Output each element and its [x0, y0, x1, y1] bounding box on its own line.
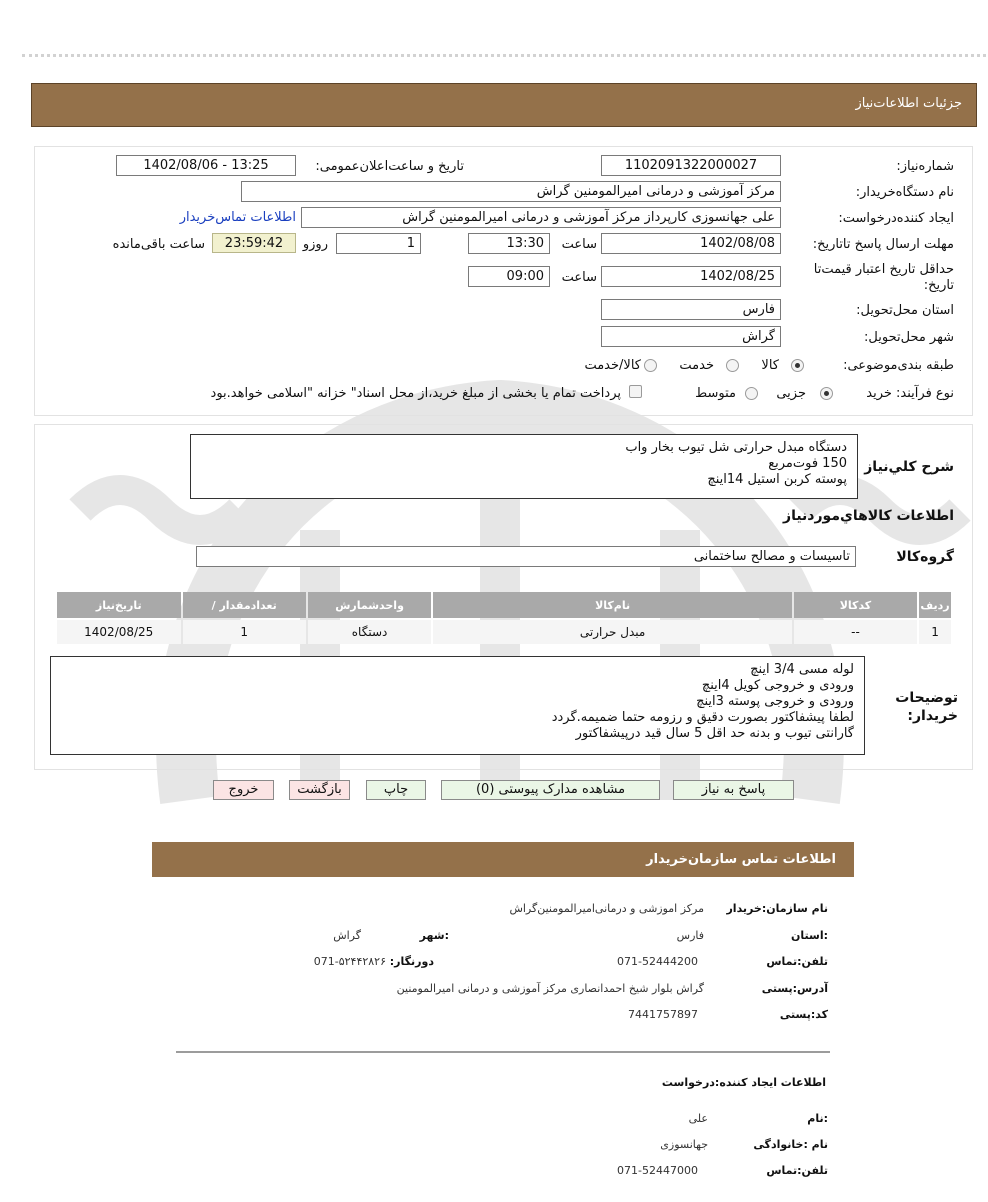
category-radio-service[interactable] — [726, 359, 739, 372]
remaining-label: ساعت باقی‌مانده — [112, 237, 205, 252]
goods-group-field: تاسیسات و مصالح ساختمانی — [196, 546, 856, 567]
col-need-date: تاریخ‌نیاز — [57, 592, 181, 618]
deadline-label: مهلت ارسال پاسخ تا‌تاریخ: — [812, 237, 954, 252]
process-radio-minor[interactable] — [820, 387, 833, 400]
goods-group-label: گروه‌کالا — [896, 549, 954, 565]
process-label: نوع فرآیند: خرید — [866, 386, 954, 401]
col-unit: واحدشمارش — [308, 592, 431, 618]
treasury-payment-note: پرداخت تمام یا بخشی از مبلغ خرید،از محل اسناد" خزانه "اسلامی خواهد.بود — [210, 386, 621, 401]
page-title: جزئیات اطلاعات‌نیاز — [855, 96, 962, 111]
validity-label-1: حداقل تاریخ اعتبار قیمت‌تا — [813, 262, 954, 277]
cell-need-date: 1402/08/25 — [57, 620, 181, 644]
contact-phone-value: 071-52444200 — [617, 955, 698, 968]
note-line: لطفا پیشفاکتور بصورت دقیق و رزومه حتما ضمیمه.گردد — [551, 710, 854, 725]
category-radio-goods[interactable] — [791, 359, 804, 372]
category-option-service: خدمت — [679, 358, 714, 373]
contact-city-label: :شهر — [419, 929, 449, 942]
need-number-field: 1102091322000027 — [601, 155, 781, 176]
cell-goods-code: -- — [794, 620, 917, 644]
creator-info-title: اطلاعات ایجاد کننده:درخواست — [661, 1076, 826, 1089]
cell-row-number: 1 — [919, 620, 951, 644]
announce-label: تاریخ و ساعت‌اعلان‌عمومی: — [315, 159, 464, 174]
buyer-notes-label-2: خریدار: — [907, 708, 958, 724]
contact-postal-value: 7441757897 — [628, 1008, 698, 1021]
remaining-timer: 23:59:42 — [212, 233, 296, 253]
top-divider — [22, 54, 986, 57]
buyer-contact-title: اطلاعات تماس سازمان‌خریدار — [646, 852, 836, 867]
col-goods-code: کدکالا — [794, 592, 917, 618]
contact-province-value: فارس — [676, 929, 704, 942]
creator-name-label: :نام — [807, 1112, 828, 1125]
creator-name-value: علی — [688, 1112, 708, 1125]
table-row — [57, 620, 951, 644]
contact-address-value: گراش بلوار شیخ احمدانصاری مرکز آموزشی و درمانی امیرالمومنین — [396, 982, 704, 995]
cell-quantity: 1 — [183, 620, 306, 644]
contact-city-value: گراش — [333, 929, 361, 942]
reply-button[interactable]: پاسخ به نیاز — [673, 780, 794, 800]
creator-field: علی جهانسوزی کارپرداز مرکز آموزشی و درمانی امیرالمومنین گراش — [301, 207, 781, 228]
buyer-notes-label-1: توضیحات — [895, 690, 958, 706]
province-label: استان محل‌تحویل: — [856, 303, 954, 318]
summary-label: شرح کلي‌نیاز — [864, 459, 954, 475]
buyer-org-label: نام دستگاه‌خریدار: — [855, 185, 954, 200]
need-number-label: شماره‌نیاز: — [896, 159, 954, 174]
buyer-contact-header — [152, 842, 854, 877]
treasury-payment-checkbox[interactable] — [629, 385, 642, 398]
process-radio-medium[interactable] — [745, 387, 758, 400]
summary-line: دستگاه مبدل حرارتی شل تیوب بخار واب — [625, 440, 847, 455]
process-option-medium: متوسط — [695, 386, 736, 401]
note-line: گارانتی تیوب و بدنه حد اقل 5 سال قید درپیشفاکتور — [575, 726, 854, 741]
contact-address-label: آدرس:پستی — [761, 982, 828, 995]
province-field: فارس — [601, 299, 781, 320]
creator-phone-label: تلفن:تماس — [766, 1164, 828, 1177]
city-label: شهر محل‌تحویل: — [864, 330, 954, 345]
note-line: ورودی و خروجی کویل 4اینچ — [701, 678, 854, 693]
category-radio-both[interactable] — [644, 359, 657, 372]
note-line: لوله مسی 3/4 اینچ — [750, 662, 854, 677]
validity-time-label: ساعت — [561, 270, 597, 285]
contact-fax-value: 071-۵۲۴۴۲۸۲۶ — [313, 955, 386, 968]
deadline-time-label: ساعت — [561, 237, 597, 252]
cell-goods-name: مبدل حرارتی — [433, 620, 792, 644]
creator-family-label: نام :خانوادگی — [753, 1138, 828, 1151]
view-attachments-button[interactable]: مشاهده مدارک پیوستی (0) — [441, 780, 660, 800]
cell-unit: دستگاه — [308, 620, 431, 644]
summary-line: 150 فوت‌مربع — [768, 456, 847, 471]
col-goods-name: نام‌کالا — [433, 592, 792, 618]
creator-phone-value: 071-52447000 — [617, 1164, 698, 1177]
creator-label: ایجاد کننده‌درخواست: — [838, 211, 954, 226]
exit-button[interactable]: خروج — [213, 780, 274, 800]
summary-line: پوسته کربن استیل 14اینچ — [707, 472, 847, 487]
table-header-row — [57, 592, 951, 618]
validity-date-field: 1402/08/25 — [601, 266, 781, 287]
validity-label-2: تاریخ: — [923, 278, 954, 293]
page-header — [31, 83, 977, 127]
col-row-number: ردیف — [919, 592, 951, 618]
contact-phone-label: تلفن:تماس — [766, 955, 828, 968]
buyer-contact-link[interactable]: اطلاعات تماس‌خریدار — [179, 210, 296, 225]
creator-family-value: جهانسوزی — [660, 1138, 708, 1151]
col-quantity: تعدادمقدار / — [183, 592, 306, 618]
announce-field: 1402/08/06 - 13:25 — [116, 155, 296, 176]
category-option-both: کالا/خدمت — [584, 358, 641, 373]
days-field: 1 — [336, 233, 421, 254]
process-option-minor: جزیی — [776, 386, 806, 401]
print-button[interactable]: چاپ — [366, 780, 426, 800]
validity-time-field: 09:00 — [468, 266, 550, 287]
goods-table — [55, 590, 953, 646]
deadline-time-field: 13:30 — [468, 233, 550, 254]
back-button[interactable]: بازگشت — [289, 780, 350, 800]
contact-postal-label: کد:پستی — [779, 1008, 828, 1021]
contact-province-label: :استان — [791, 929, 828, 942]
goods-info-label: اطلاعات کالاهاي‌موردنیاز — [783, 508, 954, 524]
summary-text — [190, 434, 858, 499]
buyer-org-field: مرکز آموزشی و درمانی امیرالمومنین گراش — [241, 181, 781, 202]
contact-org-value: مرکز اموزشی و درمانی‌امیرالمومنین‌گراش — [509, 902, 704, 915]
contact-fax-label: دورنگار: — [389, 955, 434, 968]
contact-divider — [176, 1051, 830, 1053]
buyer-notes-text — [50, 656, 865, 755]
contact-org-label: نام سازمان:خریدار — [726, 902, 828, 915]
category-label: طبقه بندی‌موضوعی: — [843, 358, 954, 373]
city-field: گراش — [601, 326, 781, 347]
days-label: روزو — [302, 237, 328, 252]
note-line: ورودی و خروجی پوسته 3اینچ — [696, 694, 854, 709]
deadline-date-field: 1402/08/08 — [601, 233, 781, 254]
category-option-goods: کالا — [761, 358, 779, 373]
